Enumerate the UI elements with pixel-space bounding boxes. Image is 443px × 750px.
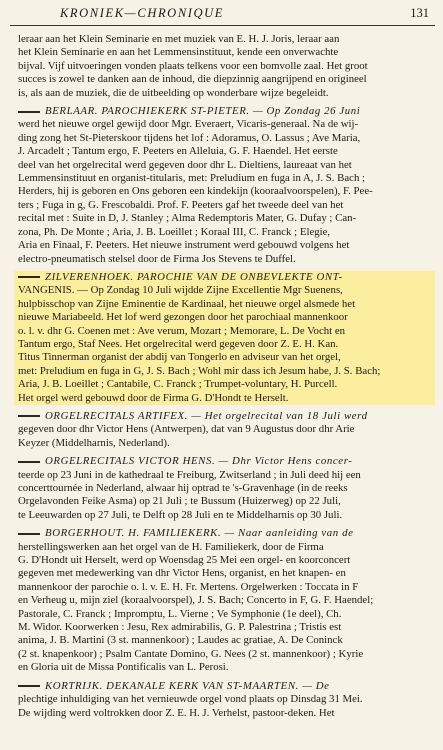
section-heading-line: ORGELRECITALS VICTOR HENS. — Dhr Victor Hens concer- [18,455,433,468]
text-line: leraar aan het Klein Seminarie en met muziek van E. H. J. Joris, leraar aan [18,33,340,45]
text-line: Titus Tinnerman organist der abdij van Tongerlo en adviseur van het orgel, [18,351,341,364]
text-line: (2 st. knapenkoor) ; Psalm Cantate Domino, G. Nees (2 st. mannenkoor) ; Kyrie [18,647,364,660]
section-dash [18,276,40,278]
text-line: Aria, J. B. Loeillet ; Cantabile, C. Franck ; Trumpet-voluntary, H. Purcell. [18,378,338,391]
text-line: o. l. v. dhr G. Coenen met : Ave verum, Mozart ; Memorare, L. De Vocht en [18,324,346,337]
text-line: Orgelavonden Feike Asma) op 21 Juli ; te Bussum (Huizerweg) op 22 Juli, [18,495,341,508]
text-line: mannenkoor der parochie o. l. v. E. H. Fr. Mertens. Orgelwerken : Toccata in F [18,580,359,593]
text-line: en Gloria uit de Missa Pontificalis van L. Perosi. [18,661,229,674]
text-line: ters ; Fuga in g, G. Frescobaldi. Prof. F. Peeters gaf het tweede deel van het [18,198,344,211]
section-dash [18,533,40,535]
text-line: Tantum ergo, Staf Nees. Het orgelrecital werd gegeven door Z. E. H. Kan. [18,337,339,350]
text-line: VANGENIS. — Op Zondag 10 Juli wijdde Zijne Excellentie Mgr Suenens, [18,284,343,297]
section-heading-line: BERLAAR. PAROCHIEKERK ST-PIETER. — Op Zondag 26 Juni [18,105,433,118]
header-rule [10,25,435,26]
text-line: gegeven met medewerking van dhr Victor Hens, organist, en het knapen- en [18,567,346,580]
section-kortrijk [18,680,433,720]
text-line: De wijding werd voltrokken door Z. E. H. J. Verhelst, pastoor-deken. Het [18,706,335,719]
text-line: nieuwe Mariabeeld. Het lof werd gezongen door het parochiaal mannenkoor [18,311,348,324]
section-zilverenhoek-highlighted [14,271,435,405]
text-line: is, als aan de muziek, die de uitbeelding op wonderbare wijze begeleidt. [18,86,329,99]
text-line: teerde op 23 Juni in de kathedraal te Freiburg, Zwitserland ; in Juli deed hij een [18,468,361,481]
intro-paragraph [18,33,433,100]
section-dash [18,415,40,417]
text-line: G. D'Hondt uit Herselt, werd op Woensdag 25 Mei een orgel- en koorconcert [18,554,351,567]
section-dash [18,461,40,463]
text-line: recital met : Suite in D, J. Stanley ; Alma Redemptoris Mater, G. Dufay ; Can- [18,212,357,225]
text-line: M. Widor. Koorwerken : Jesu, Rex admirabilis, G. P. Palestrina ; Tristis est [18,621,342,634]
text-line: en Verheug u, mijn ziel (koraalvoorspel), J. S. Bach; Concerto in F, G. F. Haendel; [18,594,374,607]
text-line: Keyzer (Middelharnis, Nederland). [18,436,170,449]
text-line: succes is zowel te danken aan de inhoud, die diepzinnig aangrijpend en origineel [18,73,367,86]
text-line: deel van het orgelrecital werd gegeven door dhr L. Dieltiens, laureaat van het [18,158,352,171]
text-line: electro-pneumatisch stelsel door de Firma Jos Stevens te Duffel. [18,252,296,265]
text-line: werd het nieuwe orgel gewijd door Mgr. Everaert, Vicaris-generaal. Na de wij- [18,118,359,131]
section-heading-line: KORTRIJK. DEKANALE KERK VAN ST-MAARTEN. — De [18,680,433,693]
text-line: het Klein Seminarie en aan het Lemmensinstituut, kende een onverwachte [18,46,339,59]
text-line: concerttournée in Nederland, alwaar hij optrad te 's-Gravenhage (in de reeks [18,482,348,494]
text-line: plechtige inhuldiging van het vernieuwde orgel vond plaats op Dinsdag 31 Mei. [18,693,363,706]
text-line: bijval. Vijf uitvoeringen vonden plaats telkens voor een bomvolle zaal. Het groot [18,59,368,72]
text-line: Pastorale, C. Franck ; Impromptu, L. Vierne ; Ve Symphonie (1e deel), Ch. [18,607,342,620]
section-berlaar [18,105,433,266]
article-body [18,33,433,725]
text-line: herstellingswerken aan het orgel van de H. Familiekerk, door de Firma [18,540,324,553]
section-orgelrecitals-artifex [18,410,433,450]
section-dash [18,685,40,687]
section-dash [18,111,40,113]
text-line: te Leeuwarden op 27 Juli, te Delft op 28 Juli en te Middelharnis op 30 Juli. [18,508,343,521]
page-number: 131 [410,6,429,20]
section-heading-line: BORGERHOUT. H. FAMILIEKERK. — Naar aanleiding van de [18,527,433,540]
text-line: Het orgel werd gebouwd door de Firma G. D'Hondt te Herselt. [18,391,289,404]
text-line: Herders, hij is geboren en Ons geboren een kindekijn (kooraalvoorspelen), F. Pee- [18,185,373,198]
text-line: hulpbisschop van Zijne Eminentie de Kardinaal, het nieuwe orgel alsmede het [18,297,356,310]
text-line: zona, Ph. De Monte ; Aria, J. B. Loeillet ; Koraal III, C. Franck ; Elegie, [18,225,331,238]
section-heading-line: ZILVERENHOEK. PAROCHIE VAN DE ONBEVLEKTE ONT- [18,271,433,284]
text-line: Lemmensinstituut en organist-titularis, met: Preludium en fuga in A, J. S. Bach ; [18,172,366,185]
text-line: J. Arcadelt ; Tantum ergo, F. Peeters en Alleluia, G. F. Haendel. Het eerste [18,145,338,158]
text-line: met: Preludium en fuga in G, J. S. Bach ; Wohl mir dass ich Jesum habe, J. S. Bach; [18,364,381,377]
section-borgerhout [18,527,433,674]
running-title: KRONIEK—CHRONIQUE [60,6,225,20]
text-line: Aria en Finaal, F. Peeters. Het nieuwe instrument werd gebouwd volgens het [18,239,350,252]
section-orgelrecitals-victor-hens [18,455,433,522]
section-heading-line: ORGELRECITALS ARTIFEX. — Het orgelrecital van 18 Juli werd [18,410,433,423]
text-line: gegeven door dhr Victor Hens (Antwerpen), dat van 9 Augustus door dhr Arie [18,423,355,436]
text-line: ding zong het St-Pieterskoor tijdens het lof : Adoramus, O. Lassus ; Ave Maria, [18,131,361,144]
text-line: anima, J. B. Martini (3 st. mannenkoor) ; Laudes ac gratiae, A. De Coninck [18,634,343,647]
